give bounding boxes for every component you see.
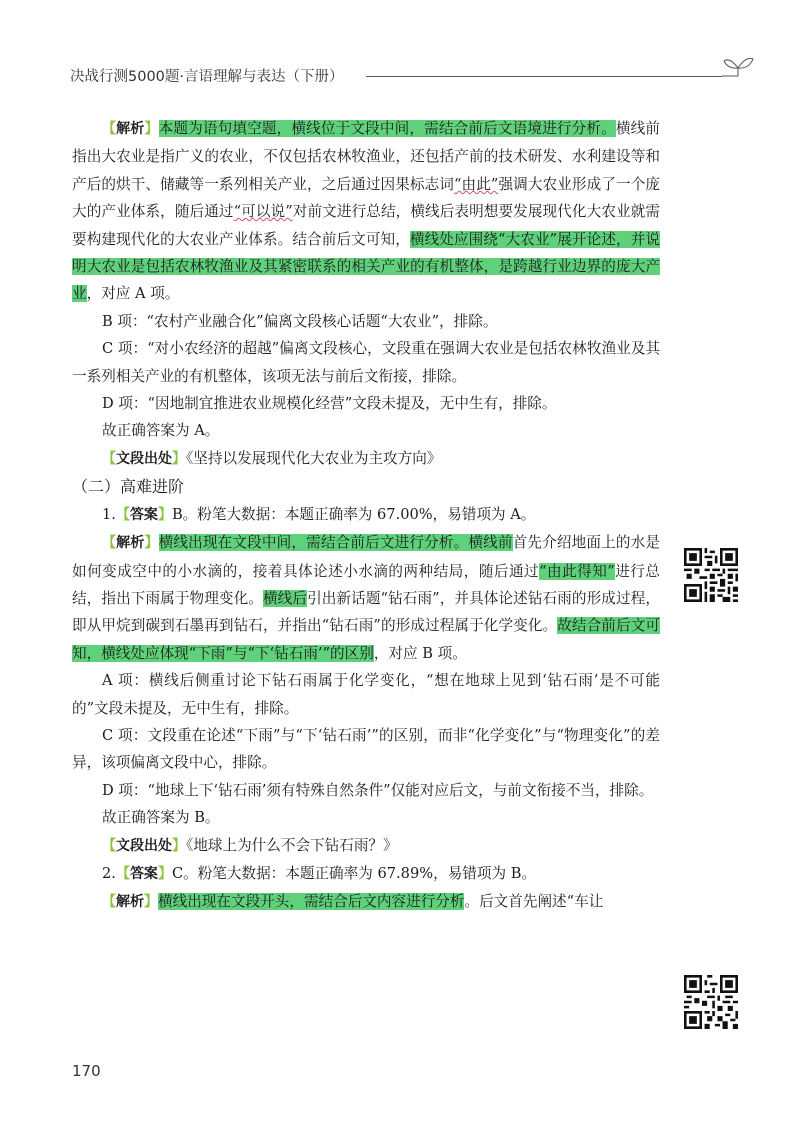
highlight: “由此得知”	[539, 562, 615, 580]
q1-option-c: C 项：文段重在论述“下雨”与“下‘钻石雨’”的区别，而非“化学变化”与“物理变化”的差异，该项偏离文段中心，排除。	[72, 726, 660, 772]
answer-label: 【答案】	[115, 506, 172, 523]
highlight: 故结合前后文可知，横线处应体现“下雨”与“下‘钻石雨’”的区别	[72, 617, 660, 662]
q1-option-d: D 项：“地球上下‘钻石雨’须有特殊自然条件”仅能对应后文，与前文衔接不当，排除。	[102, 781, 654, 799]
highlight: 横线处应围绕“大农业”展开论述，并说明大农业是包括农林牧渔业及其紧密联系的相关产业的有机整体，是跨越行业边界的庞大产业	[72, 230, 660, 303]
highlight: 本题为语句填空题，横线位于文段中间，需结合前后文语境进行分析。	[158, 120, 616, 137]
source-label: 【文段出处】	[102, 837, 186, 854]
book-title: 决战行测5000题·言语理解与表达（下册）	[70, 69, 344, 85]
wavy-underline: “可以说”	[233, 203, 293, 221]
page-header	[70, 63, 750, 91]
q1-correct-answer: 故正确答案为 B。	[102, 809, 220, 827]
source-label: 【文段出处】	[102, 450, 186, 467]
highlight: 横线后	[262, 589, 308, 607]
option-b: B 项：“农村产业融合化”偏离文段核心话题“大农业”，排除。	[102, 312, 498, 330]
highlight: 横线出现在文段开头，需结合后文内容进行分析	[158, 893, 465, 911]
qr-code-icon[interactable]	[684, 548, 738, 602]
page-content	[72, 115, 660, 917]
q1-option-a: A 项：横线后侧重讨论下钻石雨属于化学变化，“想在地球上见到‘钻石雨’是不可能的”文段未提及，无中生有，排除。	[72, 672, 660, 717]
analysis-label: 【解析】	[102, 535, 159, 552]
option-d: D 项：“因地制宜推进农业规模化经营”文段未提及，无中生有，排除。	[102, 395, 557, 413]
q2-answer: 2.【答案】C。粉笔大数据：本题正确率为 67.89%，易错项为 B。	[102, 864, 537, 882]
q2-analysis: 【解析】横线出现在文段开头，需结合后文内容进行分析。后文首先阐述“车让	[102, 893, 604, 911]
q1-analysis: 【解析】横线出现在文段中间，需结合前后文进行分析。横线前首先介绍地面上的水是如何变成空中的小水滴的，接着具体论述小水滴的两种结局，随后通过“由此得知”进行总结，指出下雨属于物理变化。横线后引出新话题“钻石雨”，并具体论述钻石雨的形成过程，即从甲烷到碳到石墨再到钻石，并指出“钻石雨”的形成过程属于化学变化。故结合前后文可知，横线处应体现“下雨”与“下‘钻石雨’”的区别，对应 B 项。	[72, 534, 660, 662]
highlight: 横线出现在文段中间，需结合前后文进行分析。横线前	[158, 534, 513, 552]
option-c: C 项：“对小农经济的超越”偏离文段核心，文段重在强调大农业是包括农林牧渔业及其一系列相关产业的有机整体，该项无法与前后文衔接，排除。	[72, 340, 660, 385]
wavy-underline: “由此”	[453, 175, 499, 193]
q1-answer: 1.【答案】B。粉笔大数据：本题正确率为 67.00%，易错项为 A。	[102, 505, 536, 523]
analysis-label: 【解析】	[102, 121, 159, 137]
q1-source-line: 【文段出处】《地球上为什么不会下钻石雨？》	[102, 836, 398, 854]
page-number: 170	[72, 1062, 101, 1080]
source-line: 【文段出处】《坚持以发展现代化大农业为主攻方向》	[102, 449, 442, 467]
qr-code-icon[interactable]	[684, 975, 738, 1029]
analysis-label: 【解析】	[102, 894, 158, 911]
section-title: （二）高难进阶	[72, 477, 185, 497]
correct-answer: 故正确答案为 A。	[102, 422, 220, 440]
header-rule	[366, 76, 722, 77]
answer-label: 【答案】	[115, 865, 172, 882]
analysis-paragraph: 【解析】本题为语句填空题，横线位于文段中间，需结合前后文语境进行分析。横线前指出大农业是指广义的农业，不仅包括农林牧渔业，还包括产前的技术研发、水利建设等和产后的烘干、储藏等一系列相关产业，之后通过因果标志词“由此”强调大农业形成了一个庞大的产业体系，随后通过“可以说”对前文进行总结，横线后表明想要发展现代化大农业就需要构建现代化的大农业产业体系。结合前后文可知，横线处应围绕“大农业”展开论述，并说明大农业是包括农林牧渔业及其紧密联系的相关产业的有机整体，是跨越行业边界的庞大产业，对应 A 项。	[72, 120, 660, 303]
sprout-icon	[720, 53, 756, 87]
